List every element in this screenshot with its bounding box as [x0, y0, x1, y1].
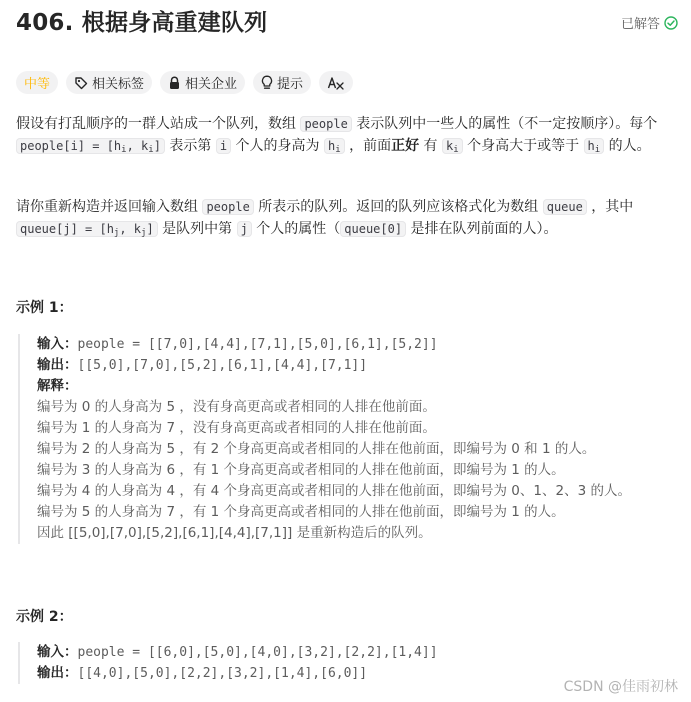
related-tags-label: 相关标签 — [92, 77, 145, 92]
example-1-output: 输出：[[5,0],[7,0],[5,2],[6,1],[4,4],[7,1]] — [37, 357, 368, 373]
difficulty-tag[interactable]: 中等 — [16, 71, 58, 94]
code-queue: queue — [543, 199, 587, 215]
example-2-heading: 示例 2： — [16, 609, 73, 625]
tag-icon — [74, 76, 88, 90]
related-tags-button[interactable] — [66, 71, 152, 94]
code-people-2: people — [202, 199, 253, 215]
example-1-heading: 示例 1： — [16, 300, 73, 316]
solved-status — [621, 13, 678, 32]
translate-icon — [327, 76, 345, 90]
explanation-line: 编号为 3 的人身高为 6 ，有 1 个身高更高或者相同的人排在他前面，即编号为 1 的人。 — [37, 462, 565, 478]
example-1-input: 输入：people = [[7,0],[4,4],[7,1],[5,0],[6,1],[5,2]] — [37, 336, 438, 352]
code-ki: $k_i$ — [442, 138, 463, 154]
explanation-line: 编号为 4 的人身高为 4 ，有 4 个身高更高或者相同的人排在他前面，即编号为 0、1、2、3 的人。 — [37, 483, 631, 499]
explanation-line: 编号为 5 的人身高为 7 ，有 1 个身高更高或者相同的人排在他前面，即编号为 1 的人。 — [37, 504, 565, 520]
hint-button[interactable] — [253, 71, 311, 94]
translate-button[interactable] — [319, 71, 353, 94]
example-1-block — [18, 334, 678, 544]
code-i: i — [216, 138, 231, 154]
tag-bar — [16, 71, 353, 94]
solved-label: 已解答 — [620, 17, 660, 32]
code-people: people — [300, 116, 351, 132]
explanation-line: 编号为 2 的人身高为 5 ，有 2 个身高更高或者相同的人排在他前面，即编号为 0 和 1 的人。 — [37, 441, 596, 457]
example-1-explanation-label: 解释： — [37, 378, 78, 394]
lock-icon — [168, 76, 181, 90]
watermark: CSDN @佳雨初林 — [563, 679, 678, 695]
bold-exactly: 正好 — [391, 138, 420, 154]
problem-title[interactable]: 406. 根据身高重建队列 — [16, 10, 268, 36]
explanation-line: 因此 [[5,0],[7,0],[5,2],[6,1],[4,4],[7,1]] 是重新构造后的队列。 — [37, 525, 432, 541]
related-companies-button[interactable] — [160, 71, 245, 94]
code-hi-2: $h_i$ — [584, 138, 605, 154]
code-people-i: people[i] = [$h_i$, $k_i$] — [16, 138, 165, 154]
title-row — [16, 6, 680, 40]
related-companies-label: 相关企业 — [185, 77, 238, 92]
description-paragraph-2: 请你重新构造并返回输入数组 people 所表示的队列。返回的队列应该格式化为数组 queue ，其中 queue[j] = [$h_j$, $k_j$] 是队列中第 j 个人的属性（ queue[0] 是排在队列前面的人）。 — [16, 199, 634, 238]
example-2-output: 输出：[[4,0],[5,0],[2,2],[3,2],[1,4],[6,0]] — [37, 665, 368, 681]
code-queue-j: queue[j] = [$h_j$, $k_j$] — [16, 221, 158, 237]
check-circle-icon — [664, 16, 678, 30]
code-queue-0: queue[0] — [340, 221, 406, 237]
example-2-input: 输入：people = [[6,0],[5,0],[4,0],[3,2],[2,2],[1,4]] — [37, 644, 438, 660]
lightbulb-icon — [261, 75, 273, 90]
explanation-line: 编号为 1 的人身高为 7 ，没有身高更高或者相同的人排在他前面。 — [37, 420, 436, 436]
code-j: j — [237, 221, 252, 237]
description-paragraph-1: 假设有打乱顺序的一群人站成一个队列，数组 people 表示队列中一些人的属性（不一定按顺序）。每个 people[i] = [$h_i$, $k_i$] 表示第 i 个人的身高为 $h_i$ ，前面正好 有 $k_i$ 个身高大于或等于 $h_i$ 的人。 — [16, 116, 658, 155]
explanation-line: 编号为 0 的人身高为 5 ，没有身高更高或者相同的人排在他前面。 — [37, 399, 436, 415]
code-hi: $h_i$ — [324, 138, 345, 154]
hint-label: 提示 — [277, 77, 304, 92]
